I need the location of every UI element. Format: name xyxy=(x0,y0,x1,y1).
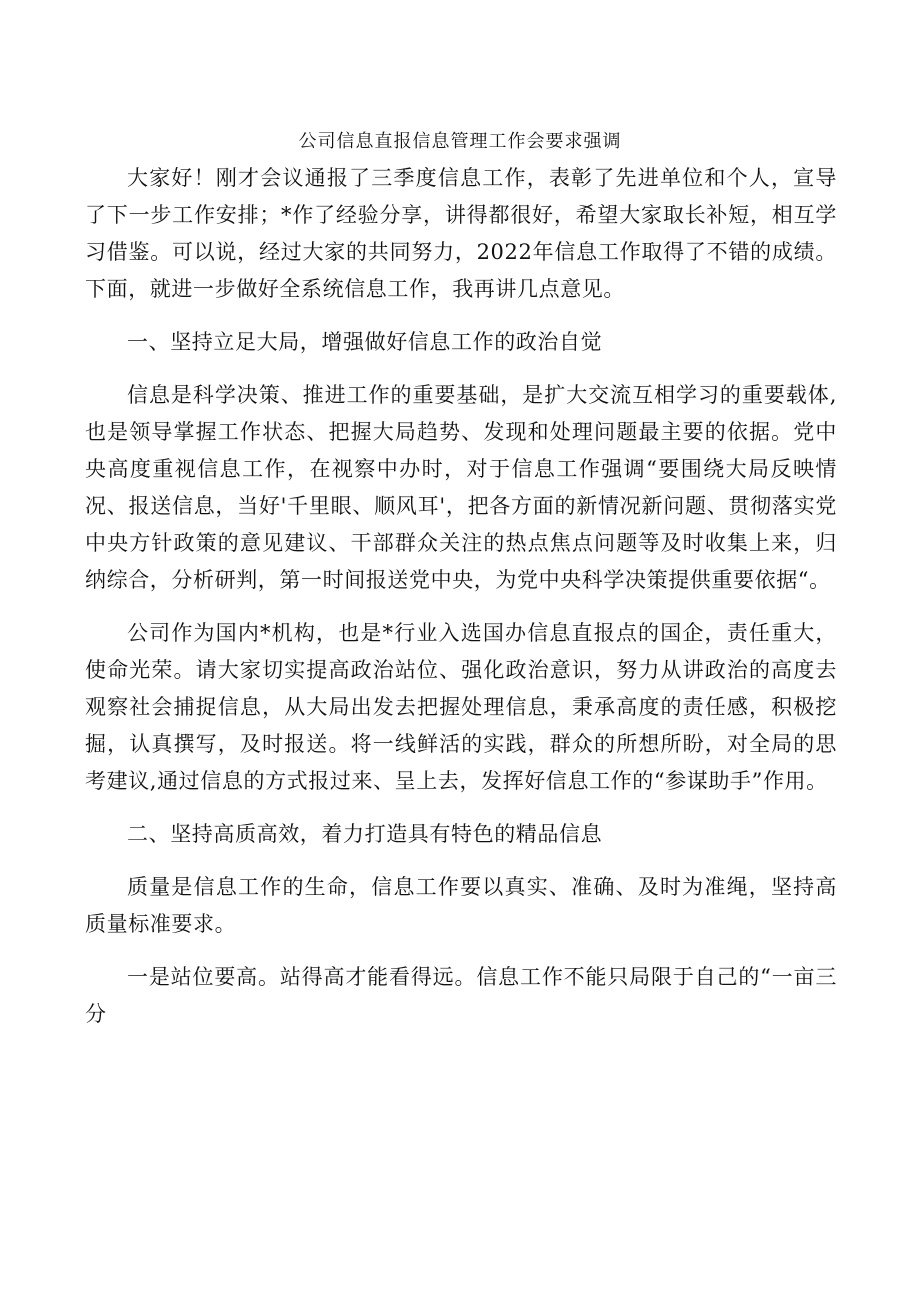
paragraph-opening: 大家好！刚才会议通报了三季度信息工作，表彰了先进单位和个人，宣导了下一步工作安排；*作了经验分享，讲得都很好，希望大家取长补短，相互学习借鉴。可以说，经过大家的共同努力，2022年信息工作取得了不错的成绩。下面，就进一步做好全系统信息工作，我再讲几点意见。 xyxy=(85,166,837,301)
paragraph-quality: 质量是信息工作的生命，信息工作要以真实、准确、及时为准绳，坚持高质量标准要求。 xyxy=(85,875,837,936)
paragraph-company-responsibility: 公司作为国内*机构，也是*行业入选国办信息直报点的国企，责任重大，使命光荣。请大家切实提高政治站位、强化政治意识，努力从讲政治的高度去观察社会捕捉信息，从大局出发去把握处理信息，秉承高度的责任感，积极挖掘，认真撰写，及时报送。将一线鲜活的实践，群众的所想所盼，对全局的思考建议,通过信息的方式报过来、呈上去，发挥好信息工作的“参谋助手”作用。 xyxy=(85,621,837,793)
paragraph-point-one: 一是站位要高。站得高才能看得远。信息工作不能只局限于自己的“一亩三分 xyxy=(85,965,837,1026)
section-heading-1: 一、坚持立足大局，增强做好信息工作的政治自觉 xyxy=(127,330,603,354)
document-body xyxy=(85,152,837,1041)
document-title: 公司信息直报信息管理工作会要求强调 xyxy=(298,131,622,152)
paragraph-information-importance: 信息是科学决策、推进工作的重要基础，是扩大交流互相学习的重要载体,也是领导掌握工作状态、把握大局趋势、发现和处理问题最主要的依据。党中央高度重视信息工作，在视察中办时，对于信息工作强调“要围绕大局反映情况、报送信息，当好'千里眼、顺风耳'，把各方面的新情况新问题、贯彻落实党中央方针政策的意见建议、干部群众关注的热点焦点问题等及时收集上来，归纳综合，分析研判，第一时间报送党中央，为党中央科学决策提供重要依据“。 xyxy=(85,383,837,592)
section-heading-2: 二、坚持高质高效，着力打造具有特色的精品信息 xyxy=(127,822,603,846)
